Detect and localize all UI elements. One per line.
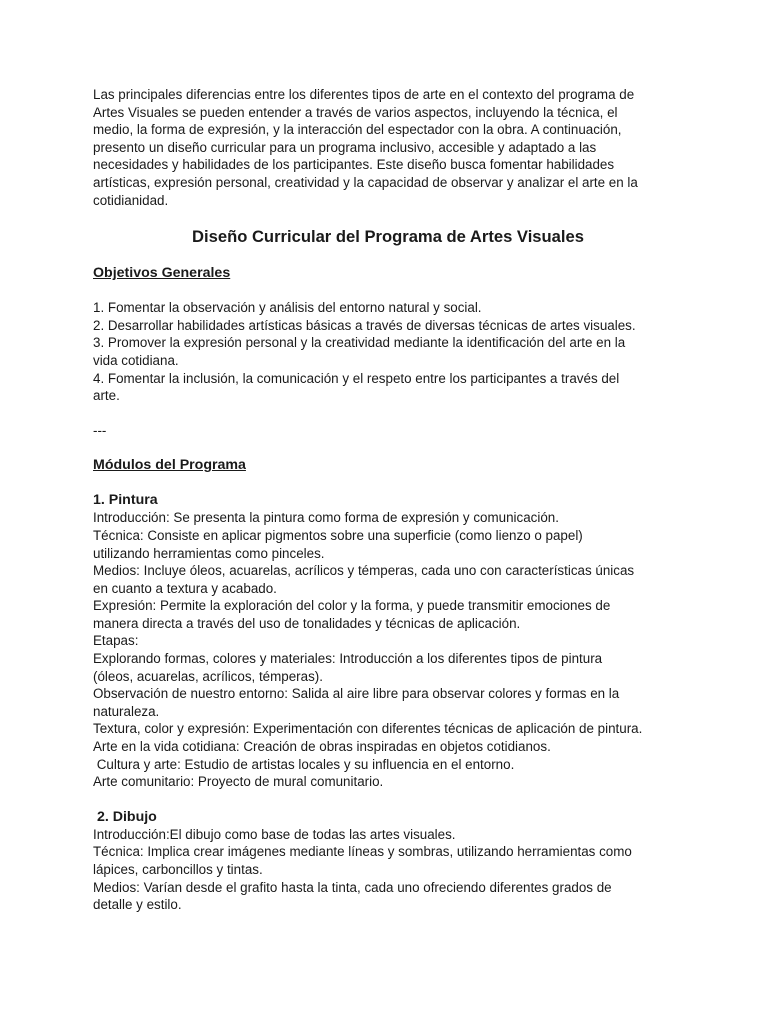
objective-line: arte. (93, 388, 120, 404)
intro-line: Artes Visuales se pueden entender a través de varios aspectos, incluyendo la técnica, el (93, 104, 618, 120)
module-line: Técnica: Consiste en aplicar pigmentos sobre una superficie (como lienzo o papel) (93, 527, 583, 543)
module-line: manera directa a través del uso de tonalidades y técnicas de aplicación. (93, 615, 521, 631)
module-line: (óleos, acuarelas, acrílicos, témperas). (93, 668, 323, 684)
document-page (93, 86, 683, 914)
objectives-heading: Objetivos Generales (93, 265, 231, 282)
modules-heading: Módulos del Programa (93, 457, 246, 474)
module-dibujo-heading: 2. Dibujo (93, 808, 157, 825)
module-line: Expresión: Permite la exploración del color y la forma, y puede transmitir emociones de (93, 598, 611, 614)
intro-line: artísticas, expresión personal, creatividad y la capacidad de observar y analizar el arte en la (93, 174, 638, 190)
spacer (93, 405, 683, 422)
module-line: detalle y estilo. (93, 897, 182, 913)
module-pintura-body (93, 509, 683, 791)
objectives-list (93, 299, 683, 405)
objective-line: 1. Fomentar la observación y análisis del entorno natural y social. (93, 300, 482, 316)
module-line: en cuanto a textura y acabado. (93, 580, 277, 596)
intro-line: medio, la forma de expresión, y la interacción del espectador con la obra. A continuación, (93, 122, 622, 138)
module-dibujo-body (93, 826, 683, 914)
objective-line: 4. Fomentar la inclusión, la comunicación y el respeto entre los participantes a través del (93, 370, 620, 386)
objective-line: vida cotidiana. (93, 352, 179, 368)
intro-line: presento un diseño curricular para un programa inclusivo, accesible y adaptado a las (93, 139, 597, 155)
intro-paragraph (93, 86, 683, 209)
objective-line: 3. Promover la expresión personal y la creatividad mediante la identificación del arte en la (93, 335, 626, 351)
module-line: Arte comunitario: Proyecto de mural comunitario. (93, 774, 384, 790)
objective-line: 2. Desarrollar habilidades artísticas básicas a través de diversas técnicas de artes visuales. (93, 317, 636, 333)
section-separator: --- (93, 422, 107, 438)
module-line: Introducción: Se presenta la pintura como forma de expresión y comunicación. (93, 510, 559, 526)
module-line: Introducción:El dibujo como base de todas las artes visuales. (93, 826, 456, 842)
module-line: lápices, carboncillos y tintas. (93, 862, 263, 877)
module-line: Medios: Varían desde el grafito hasta la tinta, cada uno ofreciendo diferentes grados de (93, 879, 612, 895)
module-line: Técnica: Implica crear imágenes mediante líneas y sombras, utilizando herramientas como (93, 844, 632, 860)
module-line: Medios: Incluye óleos, acuarelas, acrílicos y témperas, cada uno con características únicas (93, 563, 635, 579)
document-title: Diseño Curricular del Programa de Artes Visuales (192, 227, 584, 247)
module-line: Explorando formas, colores y materiales: Introducción a los diferentes tipos de pintura (93, 651, 603, 667)
module-line: Observación de nuestro entorno: Salida al aire libre para observar colores y formas en la (93, 686, 620, 702)
module-line: Arte en la vida cotidiana: Creación de obras inspiradas en objetos cotidianos. (93, 739, 551, 755)
module-line: Textura, color y expresión: Experimentación con diferentes técnicas de aplicación de pintura. (93, 721, 643, 737)
module-line: Etapas: (93, 633, 139, 649)
module-line: naturaleza. (93, 703, 160, 719)
intro-line: Las principales diferencias entre los diferentes tipos de arte en el contexto del programa de (93, 87, 635, 102)
module-line: Cultura y arte: Estudio de artistas locales y su influencia en el entorno. (93, 756, 515, 772)
module-pintura-heading: 1. Pintura (93, 492, 158, 509)
intro-line: cotidianidad. (93, 192, 169, 208)
intro-line: necesidades y habilidades de los participantes. Este diseño busca fomentar habilidades (93, 157, 615, 173)
module-line: utilizando herramientas como pinceles. (93, 545, 325, 561)
